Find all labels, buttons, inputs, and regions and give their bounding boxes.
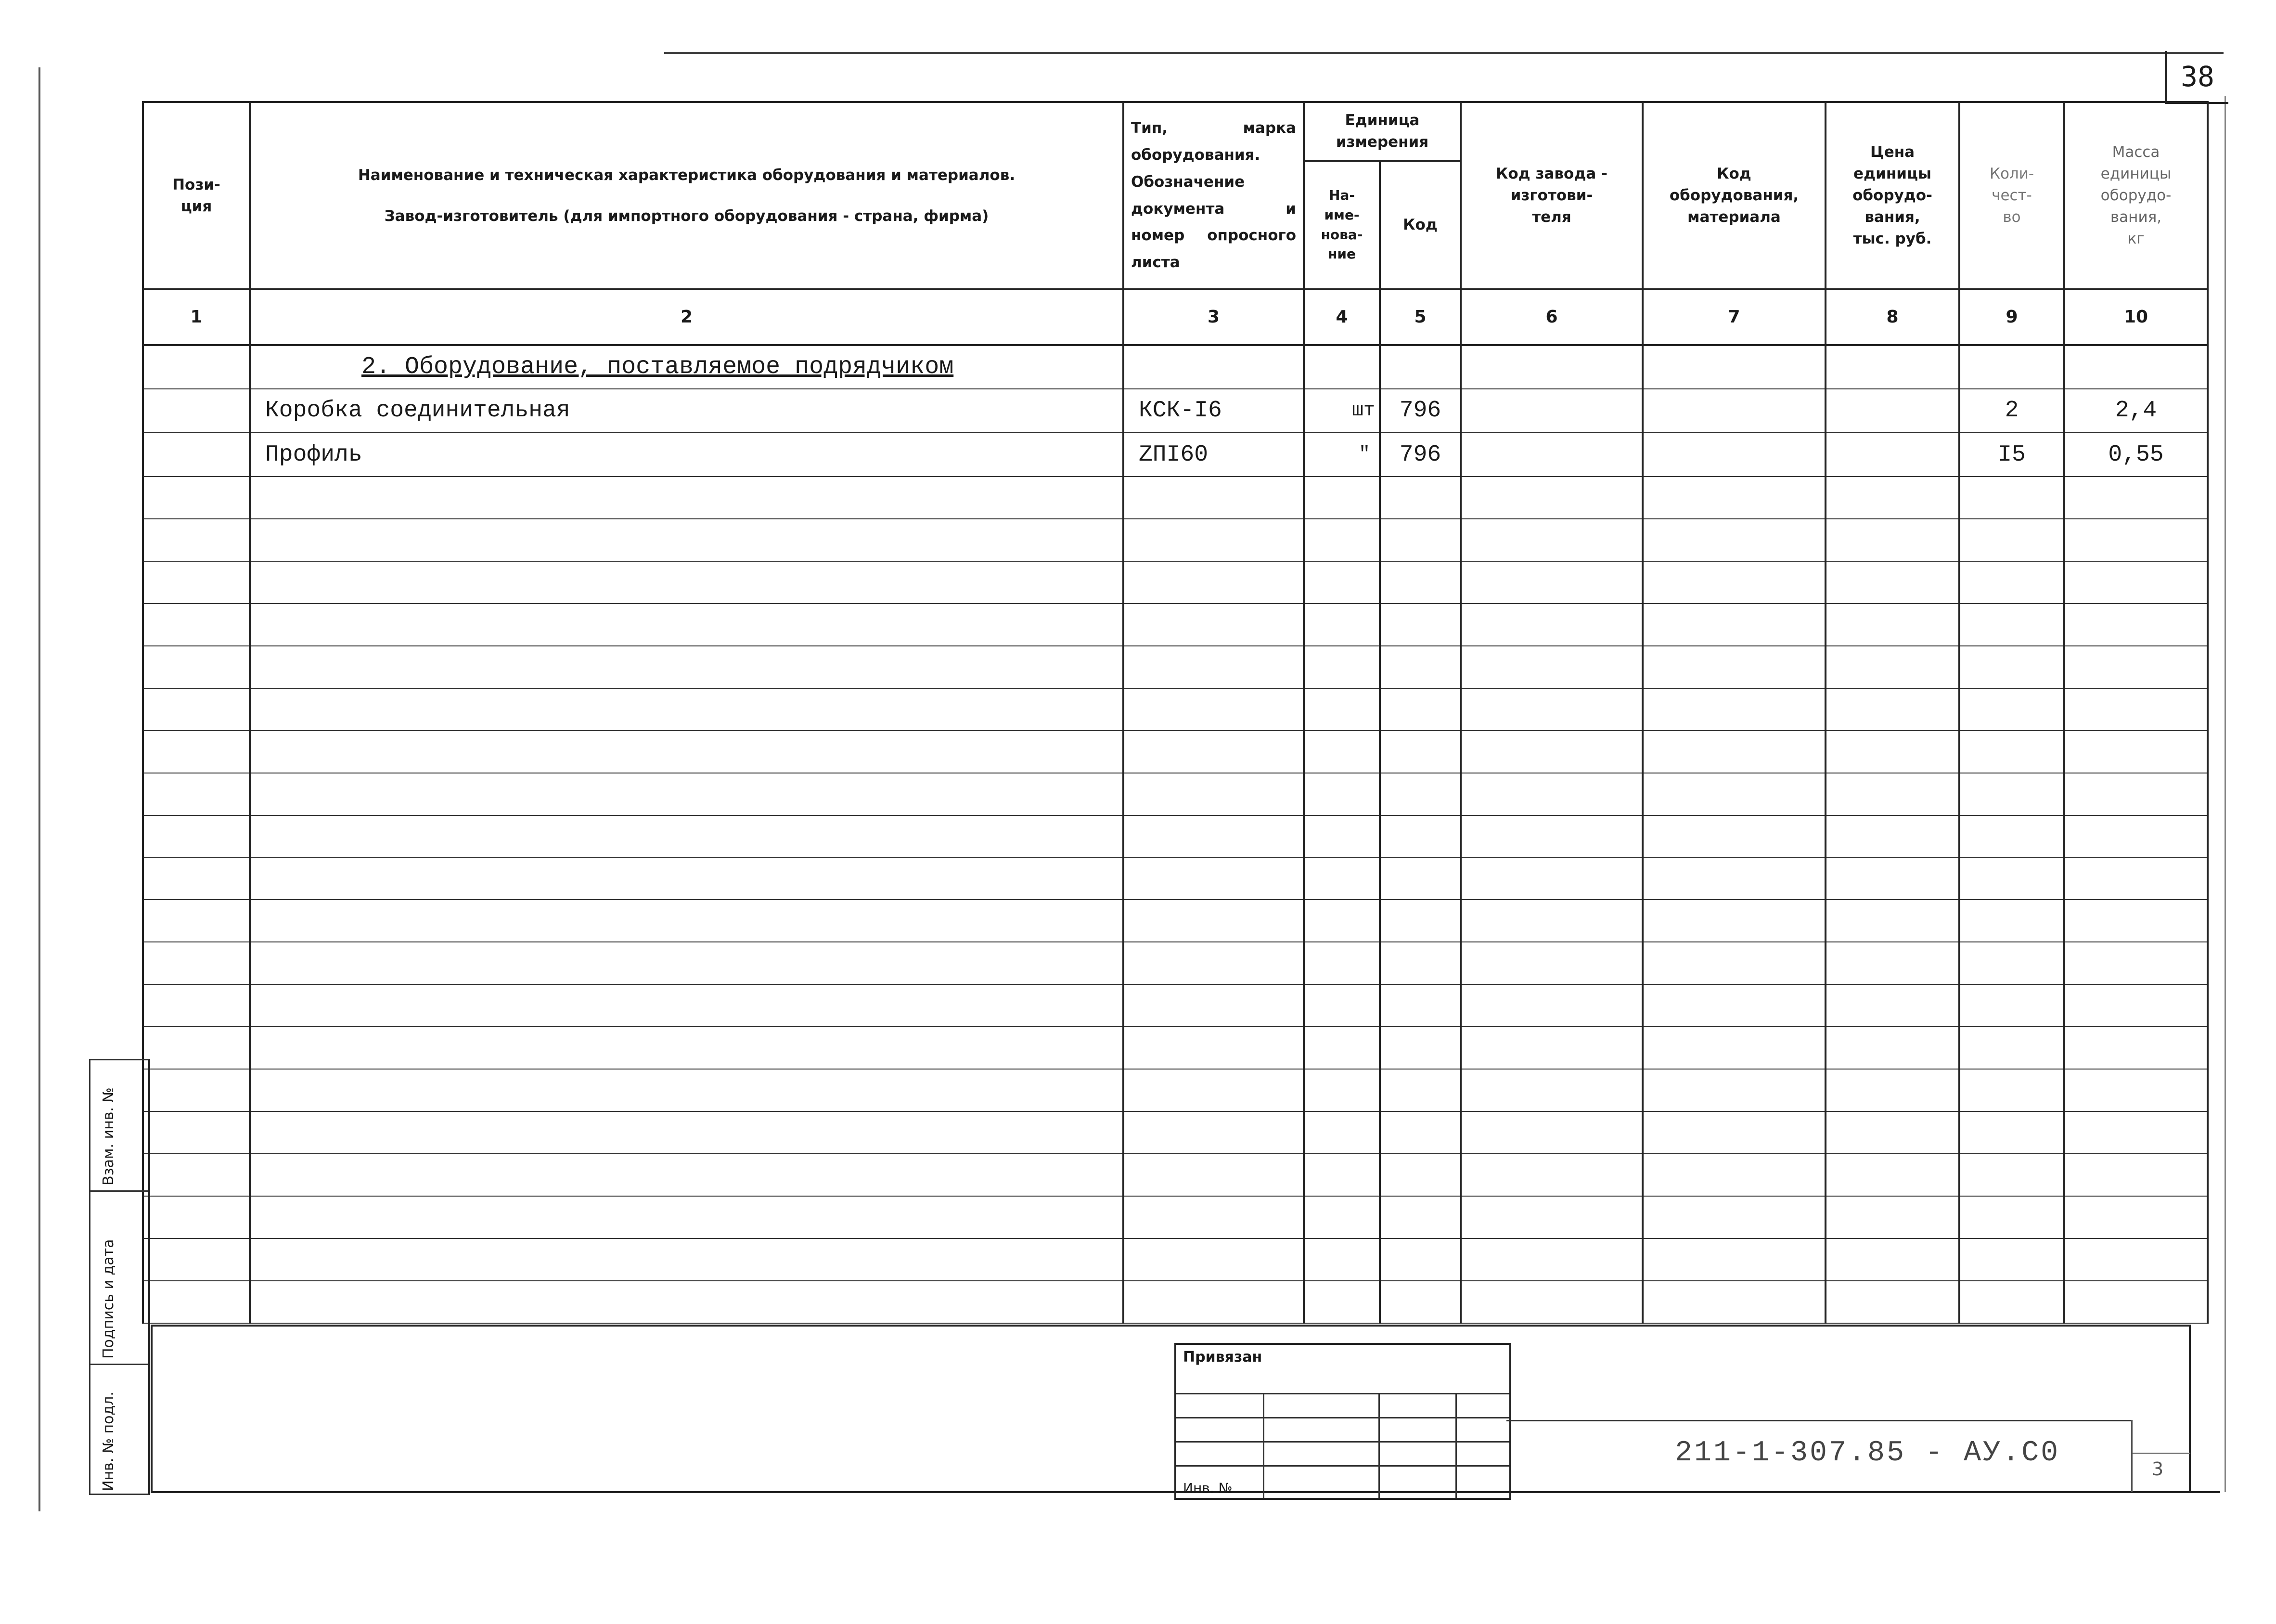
column-number: 10 (2064, 289, 2208, 345)
item-quantity: 2 (1959, 389, 2064, 433)
item-name: Коробка соединительная (250, 389, 1123, 433)
column-number: 2 (250, 289, 1123, 345)
bottom-band-left (151, 1325, 153, 1493)
table-row (143, 858, 2208, 900)
item-mass: 2,4 (2064, 389, 2208, 433)
table-row (143, 433, 2208, 477)
table-row (143, 519, 2208, 561)
table-row (143, 773, 2208, 815)
stamp-signature-date: Подпись и дата (100, 1239, 117, 1359)
header-quantity: Коли- чест- во (1959, 102, 2064, 289)
item-quantity: I5 (1959, 433, 2064, 477)
table-row (143, 900, 2208, 942)
column-number: 4 (1304, 289, 1380, 345)
header-unit-group: Единица измерения (1304, 102, 1461, 161)
table-row (143, 942, 2208, 984)
item-unit: " (1304, 433, 1380, 477)
bound-label: Привязан (1183, 1349, 1262, 1366)
stamp-inv-substitute: Взам. инв. № (100, 1087, 117, 1186)
header-equipment-code: Код оборудования, материала (1643, 102, 1826, 289)
column-number: 3 (1123, 289, 1304, 345)
table-row (143, 731, 2208, 773)
table-row (143, 1069, 2208, 1111)
column-number: 1 (143, 289, 250, 345)
blank-rows (143, 477, 2208, 1323)
table-row (143, 815, 2208, 858)
title-block-line (1506, 1420, 2132, 1421)
table-row (143, 688, 2208, 731)
table-row (143, 561, 2208, 604)
table-row (143, 1111, 2208, 1154)
table-row (143, 1281, 2208, 1323)
item-unit: шт (1304, 389, 1380, 433)
header-name: Наименование и техническая характеристика оборудования и материалов. Завод-изготовитель (для импортного оборудования - страна, фирма) (250, 102, 1123, 289)
header-factory-code: Код завода - изготови- теля (1461, 102, 1643, 289)
column-number: 5 (1380, 289, 1461, 345)
item-type: ZПI60 (1123, 433, 1304, 477)
item-unit-code: 796 (1380, 433, 1461, 477)
stamp-inv-original: Инв. № подл. (100, 1392, 117, 1491)
table-row (143, 1154, 2208, 1196)
sheet-box (2131, 1420, 2190, 1492)
bound-stamp-box (1174, 1343, 1511, 1500)
section-row (143, 345, 2208, 389)
stamp-column (89, 1059, 150, 1495)
header-unit-name: На- име- нова- ние (1304, 161, 1380, 289)
column-number: 8 (1826, 289, 1959, 345)
document-code: 211-1-307.85 - АУ.С0 (1675, 1437, 2060, 1469)
sheet-value: 3 (2152, 1458, 2164, 1480)
left-binding-line (39, 67, 40, 1511)
table-row (143, 1027, 2208, 1069)
section-title: 2. Оборудование, поставляемое подрядчиком (250, 345, 1123, 389)
specification-table (142, 101, 2209, 1324)
table-row (143, 1196, 2208, 1238)
page-number: 38 (2165, 51, 2228, 104)
item-unit-code: 796 (1380, 389, 1461, 433)
right-border-line (2225, 96, 2226, 1492)
header-price: Цена единицы оборудо- вания, тыс. руб. (1826, 102, 1959, 289)
column-number: 7 (1643, 289, 1826, 345)
header-unit-code: Код (1380, 161, 1461, 289)
table-row (143, 646, 2208, 688)
item-type: КСК-I6 (1123, 389, 1304, 433)
table-row (143, 477, 2208, 519)
column-number: 6 (1461, 289, 1643, 345)
table-row (143, 604, 2208, 646)
item-mass: 0,55 (2064, 433, 2208, 477)
header-type: Тип, марка оборудования. Обозначение документа и номер опросного листа (1123, 102, 1304, 289)
column-number: 9 (1959, 289, 2064, 345)
table-row (143, 1238, 2208, 1281)
top-border-line (664, 52, 2224, 54)
bound-inv-label: Инв. № (1183, 1480, 1233, 1496)
header-mass: Масса единицы оборудо- вания, кг (2064, 102, 2208, 289)
table-row (143, 984, 2208, 1027)
table-row (143, 389, 2208, 433)
item-name: Профиль (250, 433, 1123, 477)
header-position: Пози- ция (143, 102, 250, 289)
bottom-band-top (151, 1325, 2189, 1327)
